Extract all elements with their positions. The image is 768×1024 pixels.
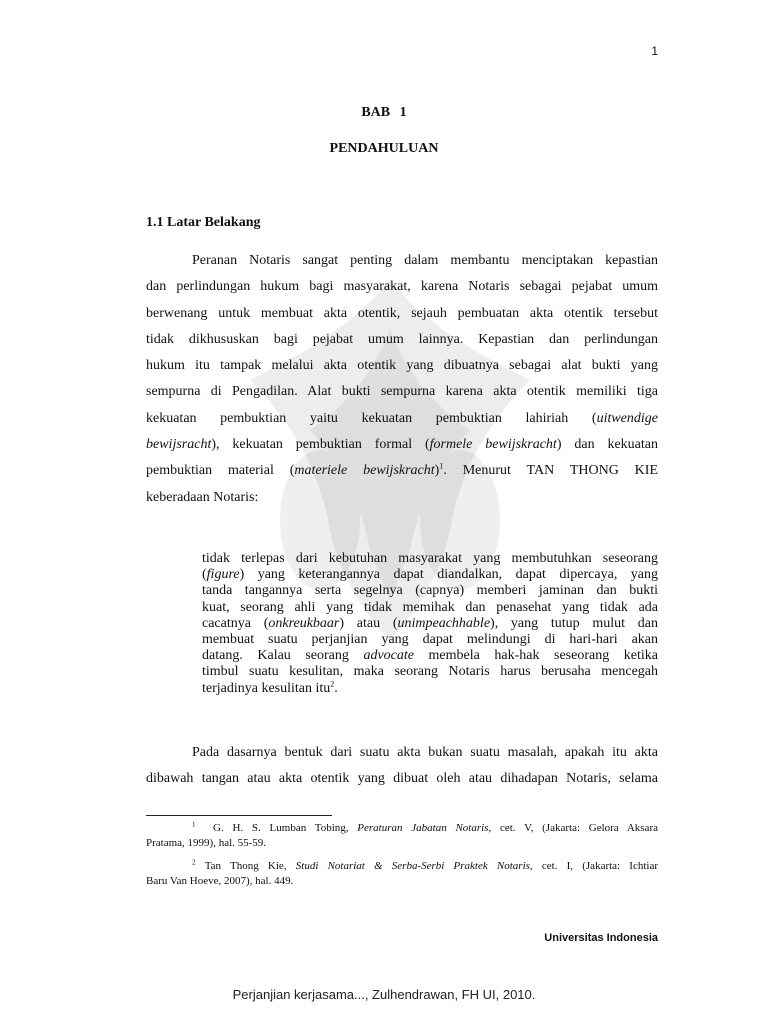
paragraph-continued [146,740,658,793]
footnote-2 [146,859,658,889]
text-run: ) atau ( [339,615,398,631]
footnote-ref: 1 [439,461,444,471]
italic-term: uitwendige [596,410,658,426]
footnote-number: 2 [192,858,196,867]
text-run: ( [202,567,207,583]
text-run: kekuatan pembuktian yaitu kekuatan pembuktian lahiriah ( [146,410,597,426]
footnote-1 [146,821,658,851]
text-run: datang. Kalau seorang [202,648,364,664]
italic-term: bewijsracht [146,437,212,453]
text-run: . [334,680,338,696]
text-run: pembuktian material ( [146,463,295,479]
text-line: sempurna di Pengadilan. Alat bukti sempurna karena akta otentik memiliki tiga [146,384,658,400]
text-line: berwenang untuk membuat akta otentik, sejauh pembuatan akta otentik tersebut [146,305,658,321]
text-line: dan perlindungan hukum bagi masyarakat, karena Notaris sebagai pejabat umum [146,279,658,295]
text-line: tidak dikhususkan bagi pejabat umum lainnya. Kepastian dan perlindungan [146,331,658,347]
text-line: hukum itu tampak melalui akta otentik yang dibuatnya sebagai alat bukti yang [146,358,658,374]
italic-term: figure [206,567,240,583]
text-run: G. H. S. Lumban Tobing, [213,822,358,834]
italic-term: unimpeachhable [397,615,491,631]
text-line: Baru Van Hoeve, 2007), hal. 449. [146,875,294,887]
section-heading: 1.1 Latar Belakang [146,215,261,230]
italic-title: Studi Notariat & Serba-Serbi Praktek Notaris, [295,860,533,872]
text-run: ) yang keterangannya dapat diandalkan, dapat dipercaya, yang [239,567,658,583]
text-line: dibawah tangan atau akta otentik yang dibuat oleh atau dihadapan Notaris, selama [146,771,658,787]
text-line [202,678,658,697]
document-caption: Perjanjian kerjasama..., Zulhendrawan, FH UI, 2010. [232,987,536,1002]
text-run: cet. I, (Jakarta: Ichtiar [532,860,659,872]
text-line: Pratama, 1999), hal. 55-59. [146,837,267,849]
text-line: keberadaan Notaris: [146,489,259,505]
footnote-ref: 2 [330,678,335,688]
text-line: Peranan Notaris sangat penting dalam membantu menciptakan kepastian [192,253,658,268]
text-line [146,821,658,836]
text-run: membela hak-hak seseorang ketika [413,648,658,664]
text-run: , cet. V, (Jakarta: Gelora Aksara [488,822,658,834]
text-line [146,859,658,874]
text-line: timbul suatu kesulitan, maka seorang Notaris harus berusaha mencegah [202,664,658,680]
paragraph-intro [146,248,658,511]
university-label: Universitas Indonesia [544,932,658,944]
italic-term: onkreukbaar [268,615,340,631]
text-line [202,567,658,583]
chapter-title: PENDAHULUAN [329,141,439,156]
chapter-label: BAB 1 [361,105,407,120]
text-line: kuat, seorang ahli yang tidak memihak dan penasehat yang tidak ada [202,599,658,615]
footnote-separator [146,815,332,816]
italic-term: advocate [363,648,414,664]
footnote-number: 1 [192,820,196,829]
text-run: ) [434,463,440,479]
text-line [146,458,658,484]
text-line [202,616,658,632]
italic-title: Peraturan Jabatan Notaris [357,822,489,834]
text-line: membuat suatu perjanjian yang dapat melindungi di hari-hari akan [202,631,658,647]
page-number: 1 [651,44,658,58]
text-run: ), kekuatan pembuktian formal ( [211,437,430,453]
text-run: Tan Thong Kie, [204,860,296,872]
italic-term: formele bewijskracht [429,437,557,453]
text-run: . Menurut TAN THONG KIE [443,463,659,479]
italic-term: materiele bewijskracht [294,463,435,479]
text-line [146,406,658,432]
text-run: ) dan kekuatan [556,437,658,453]
text-line: tanda tangannya serta segelnya (capnya) memberi jaminan dan bukti [202,583,658,599]
text-run: ), yang tutup mulut dan [490,615,658,631]
text-line: tidak terlepas dari kebutuhan masyarakat yang membutuhkan seseorang [202,551,658,566]
text-line [146,432,658,458]
text-run: terjadinya kesulitan itu [202,680,331,696]
text-line [202,648,658,664]
text-line: Pada dasarnya bentuk dari suatu akta bukan suatu masalah, apakah itu akta [192,745,658,760]
text-run: cacatnya ( [202,615,269,631]
block-quote [202,551,658,697]
